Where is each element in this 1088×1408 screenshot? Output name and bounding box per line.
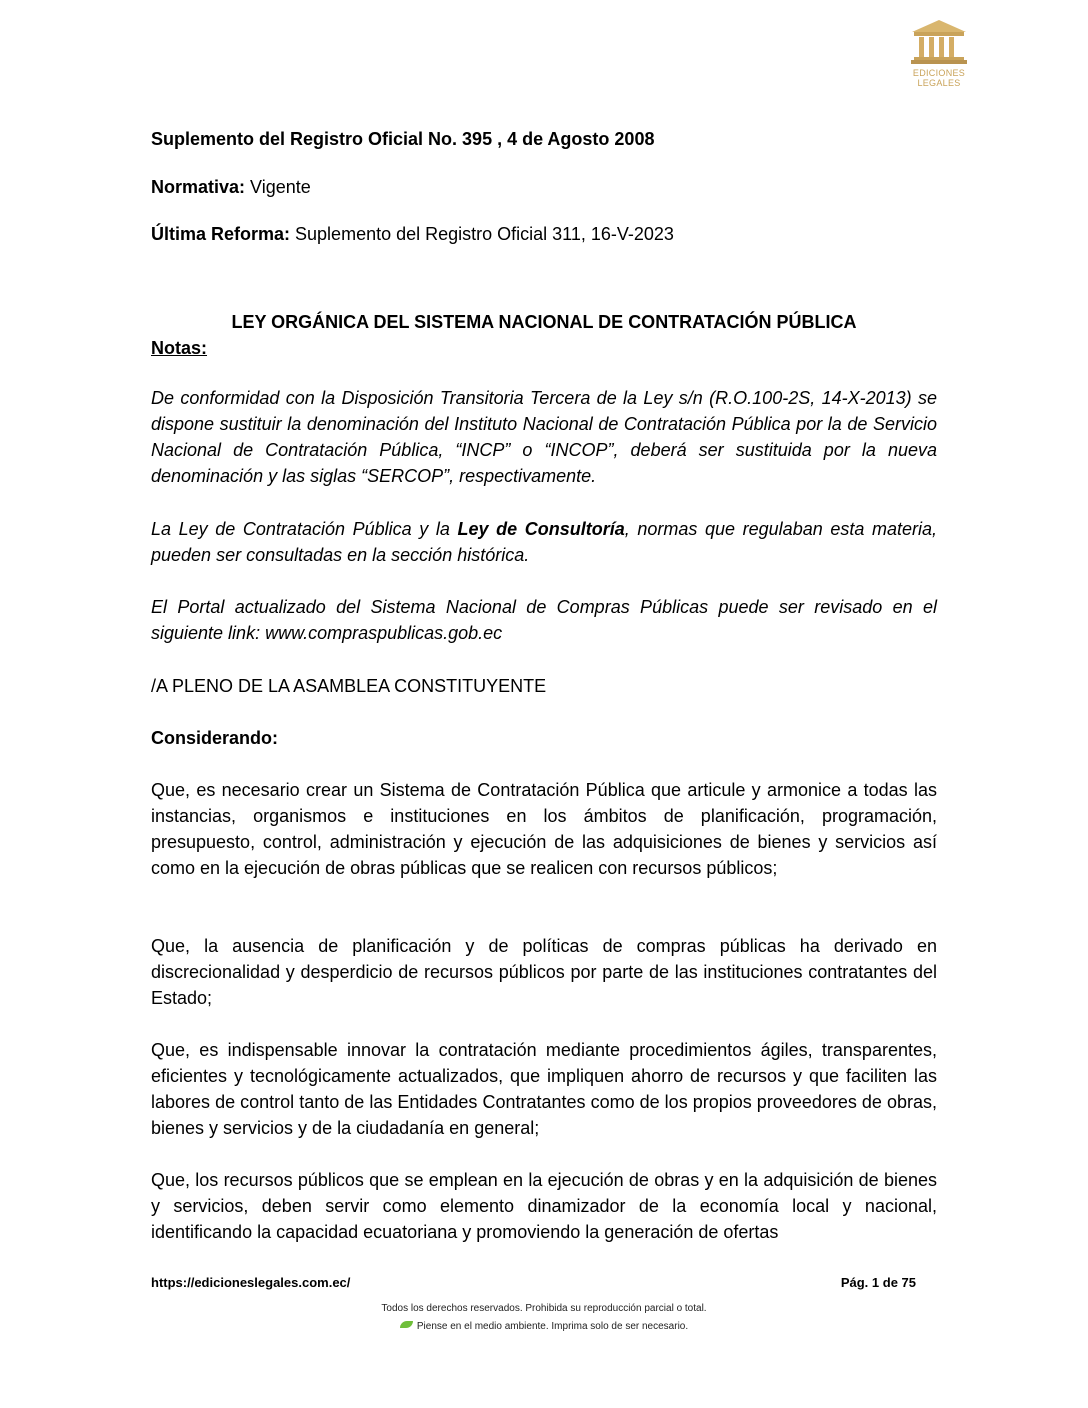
normativa-label: Normativa: xyxy=(151,177,246,197)
note-2-text-b: , normas que regulaban esta materia, pueden ser consultadas en la sección histórica. xyxy=(151,519,937,565)
notas-heading: Notas: xyxy=(151,338,208,358)
considerando-heading: Considerando: xyxy=(151,728,279,748)
ultima-reforma-label: Última Reforma: xyxy=(151,224,291,244)
considerando-paragraph-3: Que, es indispensable innovar la contratación mediante procedimientos ágiles, transparentes, eficientes y tecnológicamente actualizados, que impliquen ahorro de recursos y que faciliten las labores de control tanto de las Entidades Contratantes como de los propios proveedores de obras, bienes y servicios y de la ciudadanía en general; xyxy=(151,1040,937,1138)
ultima-reforma-line xyxy=(151,221,674,247)
footer-url: https://edicioneslegales.com.ec/ xyxy=(151,1275,351,1290)
normativa-value: Vigente xyxy=(245,177,311,197)
normativa-line xyxy=(151,174,311,200)
note-paragraph-2 xyxy=(151,516,937,568)
environment-notice xyxy=(0,1321,1088,1332)
rights-notice: Todos los derechos reservados. Prohibida su reproducción parcial o total. xyxy=(381,1303,707,1314)
leaf-icon xyxy=(400,1321,413,1328)
registro-oficial: Suplemento del Registro Oficial No. 395 , 4 de Agosto 2008 xyxy=(151,129,655,149)
pleno-line: /A PLENO DE LA ASAMBLEA CONSTITUYENTE xyxy=(151,676,547,696)
logo-line-1: EDICIONES xyxy=(912,68,966,78)
law-title: LEY ORGÁNICA DEL SISTEMA NACIONAL DE CONTRATACIÓN PÚBLICA xyxy=(231,312,857,332)
considerando-paragraph-4: Que, los recursos públicos que se emplean en la ejecución de obras y en la adquisición de bienes y servicios, deben servir como elemento dinamizador de la economía local y nacional, identificando la capacidad ecuatoriana y promoviendo la generación de ofertas xyxy=(151,1170,937,1242)
ultima-reforma-value: Suplemento del Registro Oficial 311, 16-V-2023 xyxy=(290,224,674,244)
ley-consultoria-reference: Ley de Consultoría xyxy=(457,519,625,539)
publisher-logo xyxy=(908,18,970,90)
considerando-paragraph-2: Que, la ausencia de planificación y de políticas de compras públicas ha derivado en discrecionalidad y desperdicio de recursos públicos por parte de las instituciones contratantes del Estado; xyxy=(151,936,937,1008)
note-paragraph-3: El Portal actualizado del Sistema Nacional de Compras Públicas puede ser revisado en el siguiente link: www.compraspublicas.gob.ec xyxy=(151,597,937,643)
page-number: Pág. 1 de 75 xyxy=(840,1275,916,1290)
note-2-text-a: La Ley de Contratación Pública y la xyxy=(151,519,458,539)
logo-line-2: LEGALES xyxy=(917,78,961,88)
temple-icon xyxy=(908,18,970,66)
environment-text: Piense en el medio ambiente. Imprima solo de ser necesario. xyxy=(416,1321,689,1332)
note-paragraph-1: De conformidad con la Disposición Transitoria Tercera de la Ley s/n (R.O.100-2S, 14-X-2013) se dispone sustituir la denominación del Instituto Nacional de Contratación Pública por la de Servicio Nacional de Contratación Pública, “INCP” o “INCOP”, deberá ser sustituida por la nueva denominación y las siglas “SERCOP”, respectivamente. xyxy=(151,388,937,486)
considerando-paragraph-1: Que, es necesario crear un Sistema de Contratación Pública que articule y armonice a todas las instancias, organismos e instituciones en los ámbitos de planificación, programación, presupuesto, control, administración y ejecución de las adquisiciones de bienes y servicios así como en la ejecución de obras públicas que se realicen con recursos públicos; xyxy=(151,780,937,878)
